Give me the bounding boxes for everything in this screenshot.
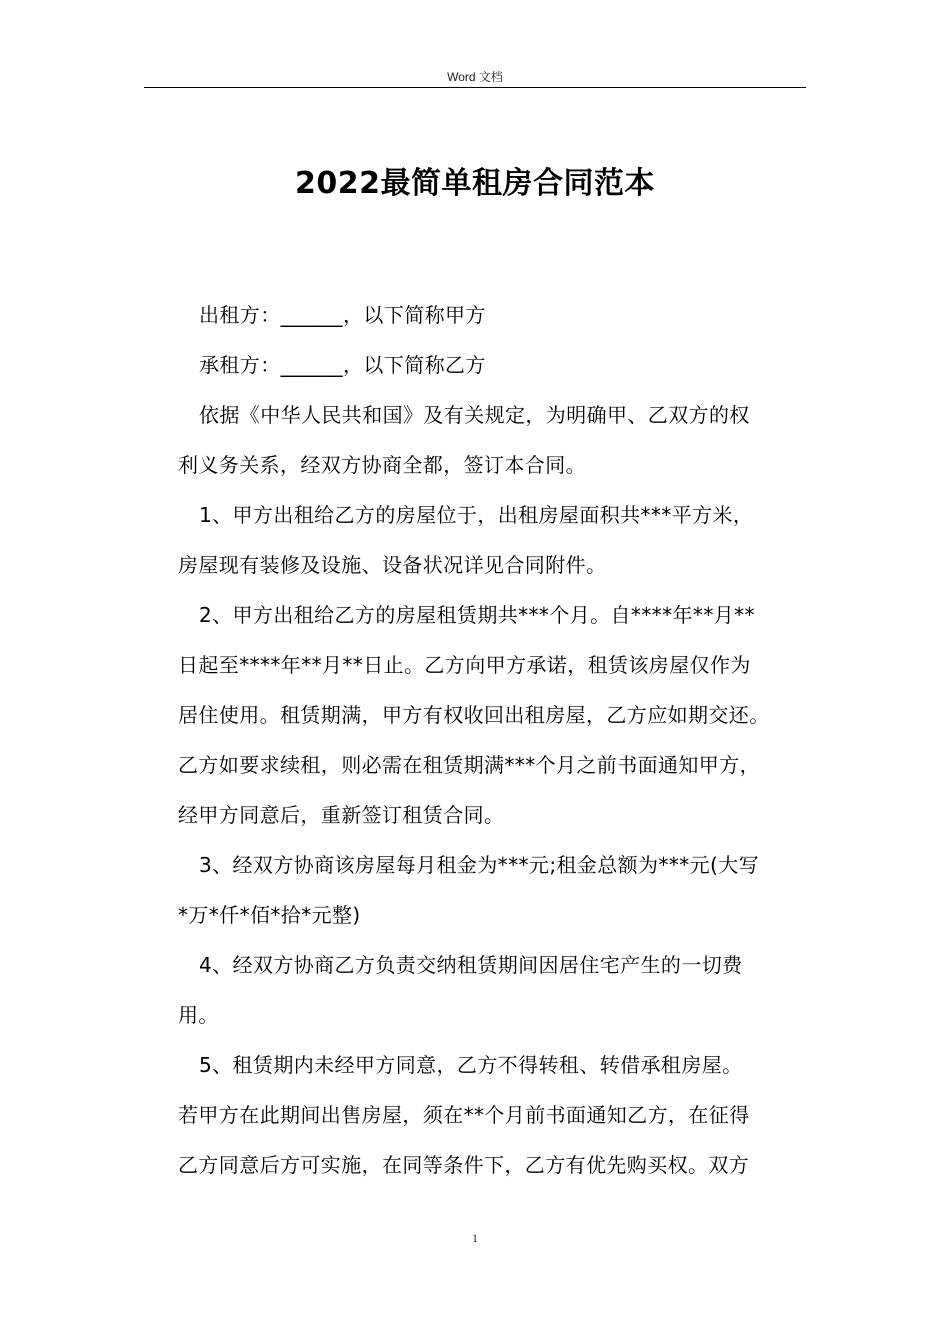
body-line: 依据《中华人民共和国》及有关规定，为明确甲、乙双方的权 [199,403,750,427]
body-line: 用。 [178,1003,219,1027]
body-line: 若甲方在此期间出售房屋，须在**个月前书面通知乙方，在征得 [178,1103,750,1127]
page-number: 1 [472,1231,478,1245]
body-line: 乙方如要求续租，则必需在租赁期满***个月之前书面通知甲方， [178,753,760,777]
body-line: 承租方：______，以下简称乙方 [199,353,486,377]
body-line: 5、租赁期内未经甲方同意，乙方不得转租、转借承租房屋。 [199,1053,743,1077]
body-line: 1、甲方出租给乙方的房屋位于，出租房屋面积共***平方米， [199,503,754,527]
body-line: 房屋现有装修及设施、设备状况详见合同附件。 [178,553,607,577]
body-line: 出租方：______，以下简称甲方 [199,303,486,327]
header-divider [144,87,806,88]
page-header: Word 文档 [447,70,503,84]
body-line: 利义务关系，经双方协商全都，签订本合同。 [178,453,586,477]
document-title: 2022最简单租房合同范本 [295,166,655,201]
body-line: 经甲方同意后，重新签订租赁合同。 [178,803,505,827]
body-line: 居住使用。租赁期满，甲方有权收回出租房屋，乙方应如期交还。 [178,703,770,727]
body-line: *万*仟*佰*拾*元整) [178,903,361,927]
body-line: 3、经双方协商该房屋每月租金为***元;租金总额为***元(大写 [199,853,760,877]
body-line: 乙方同意后方可实施，在同等条件下，乙方有优先购买权。双方 [178,1153,750,1177]
body-line: 日起至****年**月**日止。乙方向甲方承诺，租赁该房屋仅作为 [178,653,751,677]
body-line: 4、经双方协商乙方负责交纳租赁期间因居住宅产生的一切费 [199,953,743,977]
body-line: 2、甲方出租给乙方的房屋租赁期共***个月。自****年**月** [199,603,755,627]
